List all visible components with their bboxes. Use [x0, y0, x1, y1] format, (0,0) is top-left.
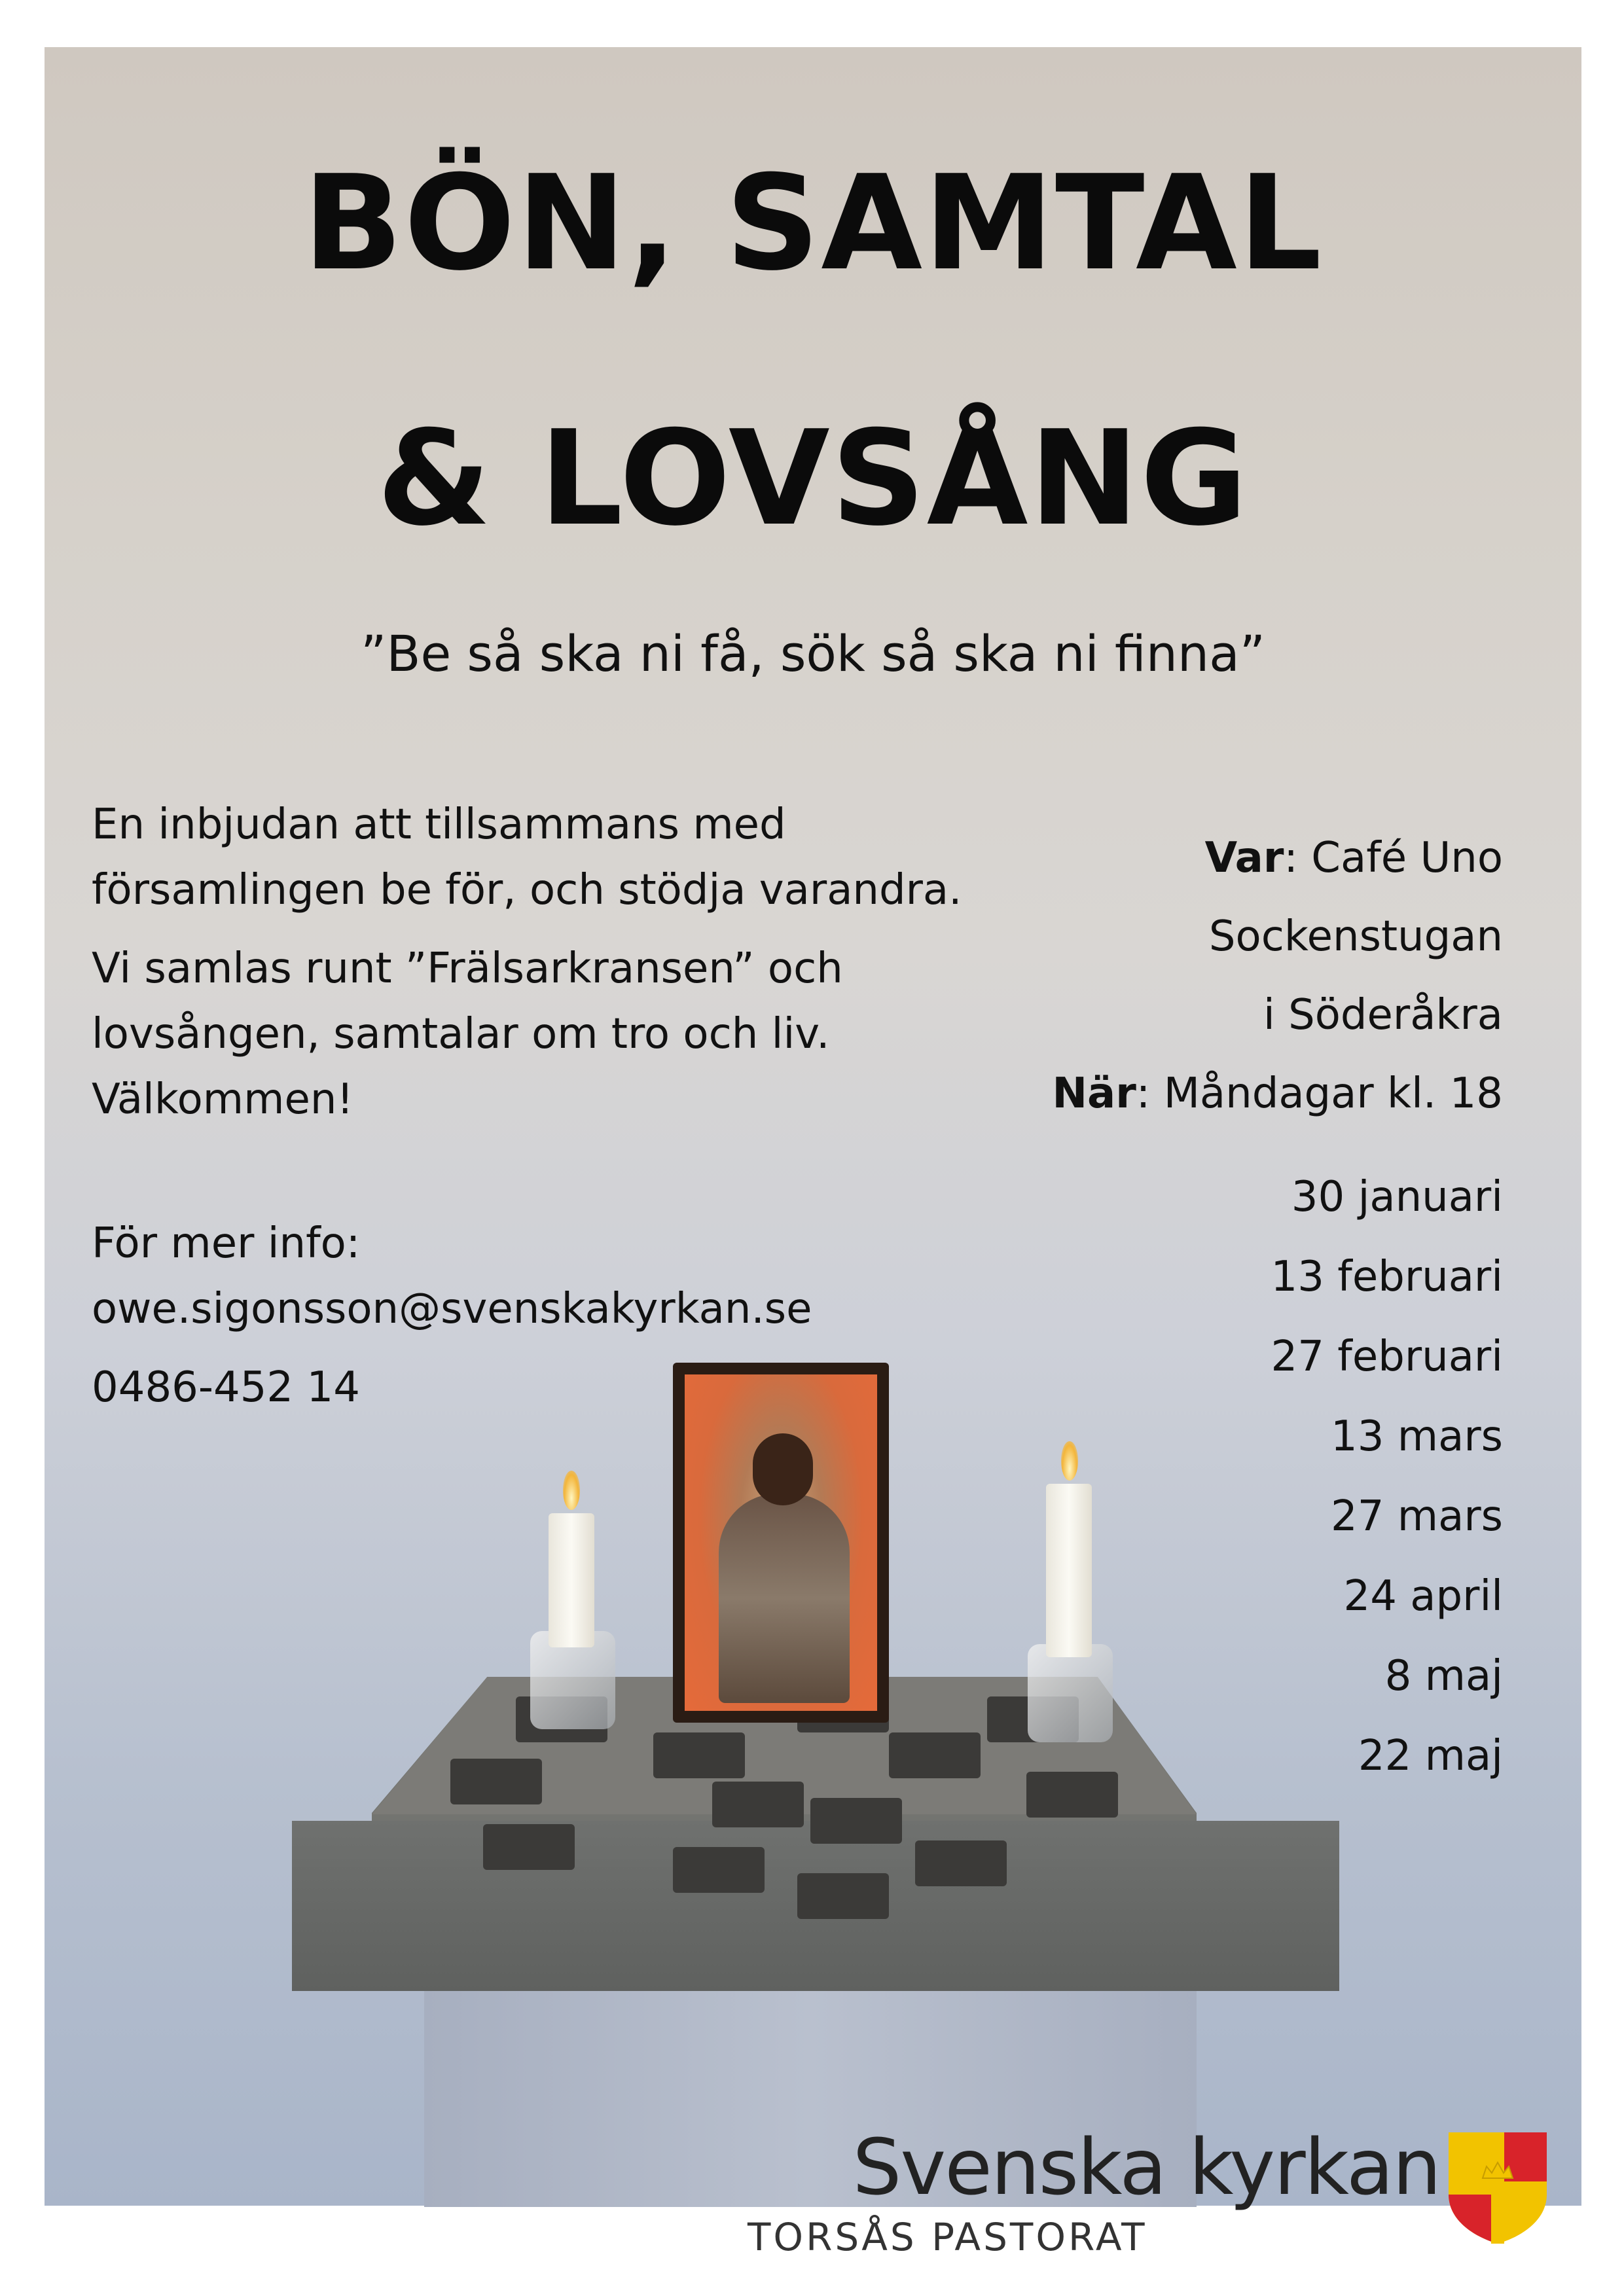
altar-tile — [889, 1732, 981, 1778]
intro-line-4: lovsången, samtalar om tro och liv. — [92, 1010, 830, 1058]
logo-name: Svenska kyrkan — [852, 2122, 1440, 2212]
where-label: Var — [1204, 834, 1284, 882]
altar-tile — [673, 1847, 765, 1893]
headline-line-2: & LOVSÅNG — [376, 403, 1250, 555]
where-line-2: Sockenstugan — [1208, 912, 1503, 961]
date-item: 22 maj — [1358, 1732, 1503, 1780]
icon-painting-head — [753, 1433, 813, 1505]
candle-left — [549, 1513, 594, 1647]
logo-subtitle: TORSÅS PASTORAT — [748, 2215, 1147, 2259]
contact-email[interactable]: owe.sigonsson@svenskakyrkan.se — [92, 1285, 812, 1333]
intro-line-2: församlingen be för, och stödja varandra. — [92, 866, 962, 914]
where-line-3: i Söderåkra — [1263, 991, 1503, 1039]
flame-icon — [563, 1471, 580, 1510]
altar-tile — [450, 1759, 542, 1804]
date-item: 24 april — [1343, 1572, 1503, 1621]
altar-tile — [915, 1840, 1007, 1886]
altar-tile — [797, 1873, 889, 1919]
candle-right — [1046, 1484, 1092, 1657]
contact-phone[interactable]: 0486-452 14 — [92, 1363, 360, 1412]
where-line — [1205, 834, 1503, 882]
intro-line-1: En inbjudan att tillsammans med — [92, 800, 786, 849]
poster — [45, 47, 1581, 2259]
when-label: När — [1052, 1069, 1136, 1118]
when-line — [1052, 1069, 1503, 1118]
info-heading: För mer info: — [92, 1219, 361, 1268]
where-value: : Café Uno — [1284, 834, 1503, 882]
altar-tile — [810, 1798, 902, 1844]
icon-painting-figure — [719, 1494, 850, 1703]
altar-tile — [653, 1732, 745, 1778]
bible-quote: ”Be så ska ni få, sök så ska ni finna” — [360, 624, 1266, 683]
intro-line-5: Välkommen! — [92, 1075, 354, 1124]
shield-crown-icon — [1449, 2132, 1547, 2244]
altar-tile — [483, 1824, 575, 1870]
altar-tile — [1026, 1772, 1118, 1818]
candle-holder-right — [1028, 1644, 1113, 1742]
altar-tile — [712, 1782, 804, 1827]
date-item: 13 mars — [1331, 1412, 1503, 1461]
when-value: : Måndagar kl. 18 — [1136, 1069, 1503, 1118]
date-item: 30 januari — [1291, 1173, 1503, 1221]
headline-line-1: BÖN, SAMTAL — [302, 147, 1324, 300]
date-item: 13 februari — [1271, 1253, 1503, 1301]
date-item: 27 februari — [1271, 1333, 1503, 1381]
date-item: 8 maj — [1384, 1652, 1503, 1700]
flame-icon — [1061, 1441, 1078, 1480]
date-item: 27 mars — [1331, 1492, 1503, 1541]
intro-line-3: Vi samlas runt ”Frälsarkransen” och — [92, 944, 843, 993]
